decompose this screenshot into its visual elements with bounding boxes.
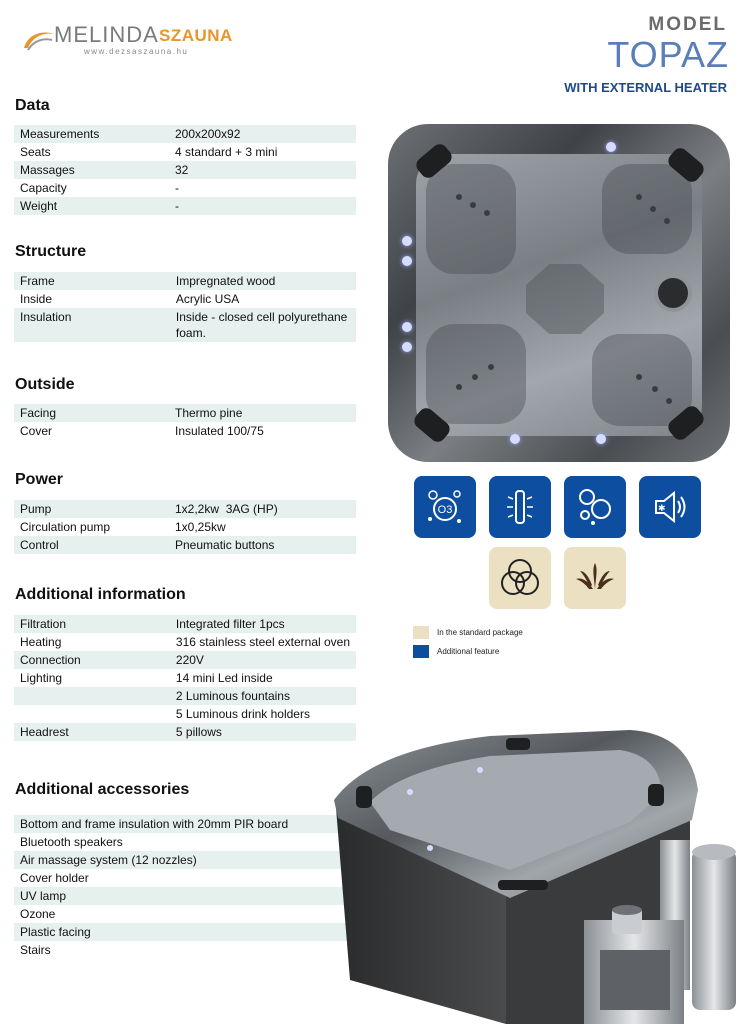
- power-table: [14, 500, 356, 554]
- row-key: Headrest: [14, 723, 170, 741]
- legend-swatch-additional: [413, 645, 429, 658]
- table-row: [14, 500, 356, 518]
- row-key: Cover: [14, 422, 169, 440]
- legend-text-standard: In the standard package: [437, 628, 523, 637]
- jet: [666, 398, 672, 404]
- row-value: 1x0,25kw: [169, 518, 356, 536]
- brand-sub: SZAUNA: [159, 26, 233, 45]
- logo-swoosh-icon: [22, 26, 56, 52]
- row-value: 2 Luminous fountains: [170, 687, 356, 705]
- list-item: Plastic facing: [14, 923, 356, 941]
- row-value: 14 mini Led inside: [170, 669, 356, 687]
- row-value: 32: [169, 161, 356, 179]
- uv-lamp-icon: [489, 476, 551, 538]
- svg-text:✱: ✱: [658, 503, 666, 513]
- table-row: [14, 422, 356, 440]
- row-value: 1x2,2kw 3AG (HP): [169, 500, 356, 518]
- jet: [636, 194, 642, 200]
- list-item: Cover holder: [20, 871, 89, 885]
- uv-lamp-icon: [498, 485, 542, 529]
- row-value: 200x200x92: [169, 125, 356, 143]
- jet: [664, 218, 670, 224]
- list-item: Bottom and frame insulation with 20mm PIR board: [14, 815, 356, 833]
- row-key: Seats: [14, 143, 169, 161]
- led-light: [402, 342, 412, 352]
- tub-seat: [602, 164, 692, 254]
- row-key: Circulation pump: [14, 518, 169, 536]
- section-title-data: Data: [15, 97, 50, 114]
- row-key: Connection: [14, 651, 170, 669]
- outside-table: [14, 404, 356, 440]
- table-row: [14, 272, 356, 290]
- legend-text-additional: Additional feature: [437, 647, 500, 656]
- tub-seat: [426, 164, 516, 274]
- section-title-power: Power: [15, 471, 64, 488]
- jet: [456, 384, 462, 390]
- table-row: [14, 161, 356, 179]
- row-key: [14, 687, 170, 705]
- model-description: WITH EXTERNAL HEATER: [564, 80, 727, 95]
- table-row: [14, 308, 356, 342]
- jet: [472, 374, 478, 380]
- led-light: [402, 236, 412, 246]
- row-key: Capacity: [14, 179, 169, 197]
- structure-table: [14, 272, 356, 342]
- row-value: -: [169, 197, 356, 215]
- brand-url: www.dezsaszauna.hu: [84, 47, 189, 56]
- color-light-icon: [489, 547, 551, 609]
- row-key: Control: [14, 536, 169, 554]
- row-value: 220V: [170, 651, 356, 669]
- brand-logo: [22, 18, 242, 60]
- table-row: [14, 143, 356, 161]
- air-bubbles-icon: [573, 485, 617, 529]
- table-row: [14, 687, 356, 705]
- ozone-icon: [423, 485, 467, 529]
- row-key: Heating: [14, 633, 170, 651]
- row-key: [14, 705, 170, 723]
- table-row: [14, 290, 356, 308]
- jet: [456, 194, 462, 200]
- row-key: Inside: [14, 290, 170, 308]
- fountain-icon: [572, 555, 618, 601]
- row-value: Impregnated wood: [170, 272, 356, 290]
- air-bubbles-icon: [564, 476, 626, 538]
- led-light: [510, 434, 520, 444]
- section-title-outside: Outside: [15, 376, 75, 393]
- row-value: 316 stainless steel external oven: [170, 633, 356, 651]
- list-item: Ozone: [20, 907, 56, 921]
- table-row: [14, 615, 356, 633]
- ozone-icon: [414, 476, 476, 538]
- table-row: [14, 705, 356, 723]
- jet: [650, 206, 656, 212]
- list-item: UV lamp: [14, 887, 356, 905]
- row-value: 5 pillows: [170, 723, 356, 741]
- row-value: Acrylic USA: [170, 290, 356, 308]
- led-light: [596, 434, 606, 444]
- row-value: Thermo pine: [169, 404, 356, 422]
- row-key: Insulation: [14, 308, 170, 342]
- section-title-accessories: Additional accessories: [15, 781, 190, 798]
- hot-tub-photo: [330, 730, 745, 1024]
- model-name: TOPAZ: [607, 34, 729, 75]
- accessories-list: [14, 815, 356, 959]
- list-item: Stairs: [20, 943, 51, 957]
- table-row: [14, 197, 356, 215]
- row-key: Massages: [14, 161, 169, 179]
- speaker-icon: [639, 476, 701, 538]
- table-row: [14, 404, 356, 422]
- jet: [470, 202, 476, 208]
- row-key: Measurements: [14, 125, 169, 143]
- row-value: Inside - closed cell polyurethane foam.: [170, 308, 356, 342]
- row-key: Weight: [14, 197, 169, 215]
- tub-footwell: [526, 264, 604, 334]
- data-table: [14, 125, 356, 215]
- table-row: [14, 536, 356, 554]
- row-value: Pneumatic buttons: [169, 536, 356, 554]
- section-title-additional: Additional information: [15, 586, 186, 603]
- row-key: Facing: [14, 404, 169, 422]
- led-light: [402, 256, 412, 266]
- jet: [484, 210, 490, 216]
- table-row: [14, 723, 356, 741]
- jet: [636, 374, 642, 380]
- table-row: [14, 125, 356, 143]
- list-item: Bluetooth speakers: [20, 835, 123, 849]
- row-key: Lighting: [14, 669, 170, 687]
- table-row: [14, 179, 356, 197]
- row-key: Pump: [14, 500, 169, 518]
- row-value: Integrated filter 1pcs: [170, 615, 356, 633]
- row-value: Insulated 100/75: [169, 422, 356, 440]
- filter-icon: [654, 274, 692, 312]
- section-title-structure: Structure: [15, 243, 87, 260]
- table-row: [14, 669, 356, 687]
- color-light-icon: [497, 555, 543, 601]
- led-light: [402, 322, 412, 332]
- table-row: [14, 651, 356, 669]
- jet: [488, 364, 494, 370]
- row-value: -: [169, 179, 356, 197]
- hot-tub-top-view: [388, 124, 730, 462]
- tub-seat: [592, 334, 692, 426]
- table-row: [14, 518, 356, 536]
- speaker-icon: [648, 485, 692, 529]
- model-label: MODEL: [648, 14, 727, 35]
- row-key: Filtration: [14, 615, 170, 633]
- led-light: [606, 142, 616, 152]
- jet: [652, 386, 658, 392]
- row-value: 5 Luminous drink holders: [170, 705, 356, 723]
- fountain-icon: [564, 547, 626, 609]
- table-row: [14, 633, 356, 651]
- ozone-label: O3: [437, 504, 453, 516]
- legend-swatch-standard: [413, 626, 429, 639]
- list-item: Air massage system (12 nozzles): [14, 851, 356, 869]
- brand-name: MELINDA: [54, 22, 159, 47]
- row-value: 4 standard + 3 mini: [169, 143, 356, 161]
- row-key: Frame: [14, 272, 170, 290]
- additional-table: [14, 615, 356, 741]
